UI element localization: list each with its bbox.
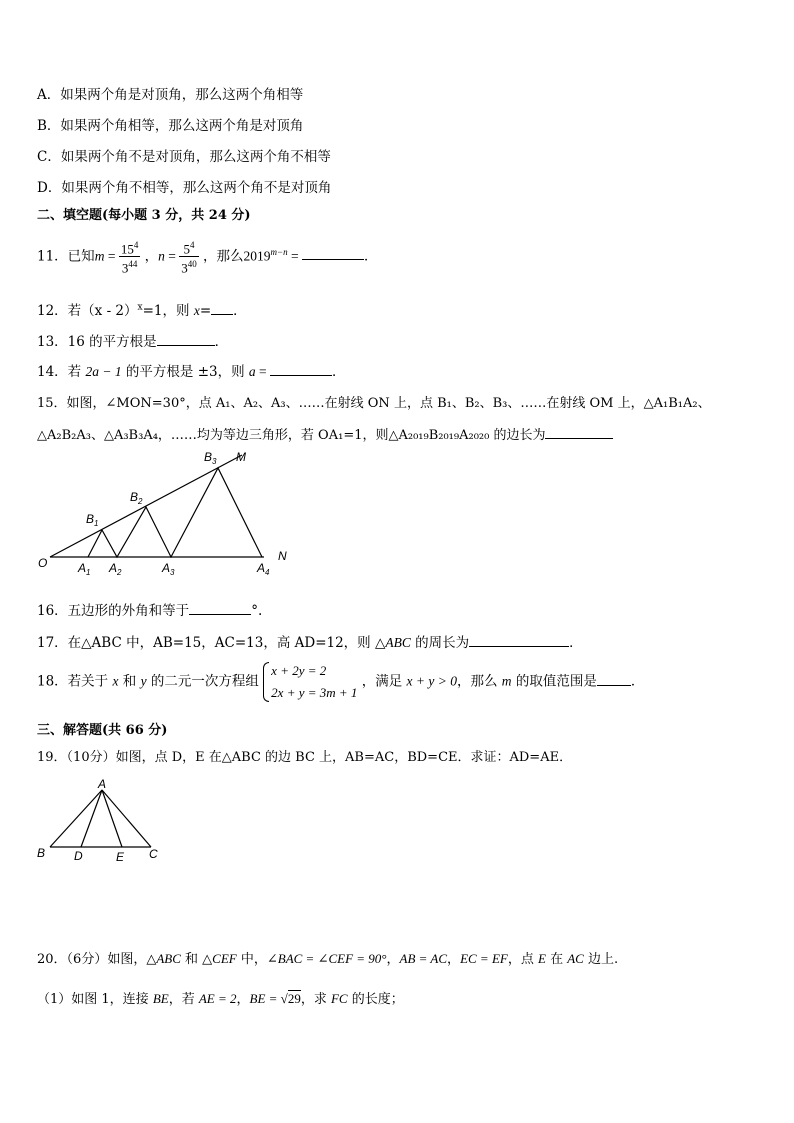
q17-text: 17．在△ABC 中，AB=15，AC=13，高 AD=12，则 xyxy=(37,635,375,651)
q20-sep1: ， xyxy=(386,952,400,967)
label-a2: $A_2$ xyxy=(109,561,122,577)
question-19: 19．（10分）如图，点 D，E 在△ABC 的边 BC 上，AB=AC，BD=CE．求证：AD=AE． xyxy=(37,750,573,765)
answer-blank[interactable] xyxy=(597,673,631,686)
q18-m: m xyxy=(501,673,512,689)
q17-end: ． xyxy=(569,635,583,651)
q18-cond-prefix: ，满足 xyxy=(361,673,407,690)
q14-end: ． xyxy=(332,364,346,380)
q11-n: n xyxy=(158,248,165,264)
q20-tail1: ，点 xyxy=(507,952,538,967)
question-14 xyxy=(37,360,346,380)
q11-exp: m−n xyxy=(270,246,288,257)
q11-m: m xyxy=(94,248,105,264)
option-c: C．如果两个角不是对顶角，那么这两个角不相等 xyxy=(37,149,331,165)
equation-system xyxy=(263,660,357,704)
q11-eq: = xyxy=(104,248,119,264)
segment-ab xyxy=(50,790,102,847)
q18-cond-suffix: ，那么 xyxy=(456,673,502,690)
question-15-line1: 15．如图，∠MON=30°，点 A₁、A₂、A₃、……在射线 ON 上，点 B₁、B₂、B₃、……在射线 OM 上，△A₁B₁A₂、 xyxy=(37,396,711,411)
q11-year: 2019 xyxy=(243,248,271,264)
q18-prefix: 18．若关于 xyxy=(37,673,113,690)
answer-blank[interactable] xyxy=(302,247,364,260)
q14-var: a xyxy=(248,364,256,379)
q20-mid: 中， xyxy=(236,952,267,967)
answer-blank[interactable] xyxy=(211,302,233,315)
q16-end: °. xyxy=(251,603,263,619)
label-n: N xyxy=(278,549,287,563)
label-b: B xyxy=(37,846,46,860)
q20-prefix: 20．（6分）如图， xyxy=(37,952,147,967)
segment-ad xyxy=(81,790,102,847)
section-answers-title: 三、解答题(共 66 分) xyxy=(37,723,168,738)
q11-tail: = xyxy=(287,248,302,264)
q20-1-mid2: ，求 xyxy=(300,992,331,1007)
q18-y: y xyxy=(140,673,147,689)
q20-tail3: 边上. xyxy=(583,952,619,967)
q20-c1: AB = AC xyxy=(399,951,448,966)
q17-mid: 的周长为 xyxy=(410,635,470,651)
q18-end: ． xyxy=(630,673,645,690)
figure-equilateral-triangles xyxy=(30,445,300,580)
label-o: O xyxy=(38,556,48,570)
q18-eq2: 2x + y = 3m + 1 xyxy=(271,685,358,700)
q18-mid: 的二元一次方程组 xyxy=(146,673,259,690)
q20-c2: EC = EF xyxy=(460,951,508,966)
q18-x: x xyxy=(112,673,119,689)
segment-ac xyxy=(102,790,151,847)
label-b1: $B_1$ xyxy=(86,512,99,528)
q20-1-ae: AE = 2 xyxy=(198,991,237,1006)
label-b3: $B_3$ xyxy=(204,450,217,466)
label-a3: $A_3$ xyxy=(162,561,175,577)
label-m: M xyxy=(236,450,246,464)
q20-t1: △ABC xyxy=(146,951,181,966)
label-b2: $B_2$ xyxy=(130,490,143,506)
label-a: A xyxy=(98,777,107,791)
q11-mid: ，那么 xyxy=(203,248,244,265)
q20-1-prefix: （1）如图 1，连接 xyxy=(37,992,153,1007)
q14-expr: 2a − 1 xyxy=(85,364,122,379)
question-20 xyxy=(37,948,618,967)
figure-triangle-abc xyxy=(34,776,169,866)
question-12 xyxy=(37,299,247,319)
q13-end: ． xyxy=(214,334,229,350)
question-17 xyxy=(37,631,583,651)
q12-var: x xyxy=(193,303,200,318)
question-13 xyxy=(37,330,228,350)
q11-frac-n: $\frac{5^4}{3^{40}}$ xyxy=(181,240,197,276)
sqrt-symbol: √ xyxy=(280,991,288,1006)
q20-e: E xyxy=(537,951,546,966)
q18-and: 和 xyxy=(118,673,141,690)
label-e: E xyxy=(116,850,125,864)
question-15-line2 xyxy=(37,424,613,443)
option-d: D．如果两个角不相等，那么这两个角不是对顶角 xyxy=(37,180,332,196)
q14-eq: = xyxy=(255,364,271,379)
answer-blank[interactable] xyxy=(469,634,569,647)
q20-tail2: 在 xyxy=(545,952,568,967)
q12-rest: =1，则 xyxy=(142,303,194,319)
q14-text: 14．若 xyxy=(37,364,86,380)
answer-blank[interactable] xyxy=(270,363,332,376)
question-11: 11．已知m = $\frac{15^4}{3^{44}}$ ，n = $\frac{5^4}{3^{40}}$ ，那么$2019^{m-n}$ = ． xyxy=(37,240,378,276)
q12-text: 12．若（x - 2） xyxy=(37,303,138,319)
triangle-chain xyxy=(88,468,262,557)
q18-eq1: x + 2y = 2 xyxy=(271,663,327,678)
q20-1-be: BE xyxy=(152,991,169,1006)
answer-blank[interactable] xyxy=(189,602,251,615)
q16-text: 16．五边形的外角和等于 xyxy=(37,603,190,619)
option-b: B．如果两个角相等，那么这两个角是对顶角 xyxy=(37,118,304,134)
q20-1-tail: 的长度； xyxy=(347,992,404,1007)
q12-sup: x xyxy=(137,302,143,313)
answer-blank[interactable] xyxy=(545,426,613,439)
q13-text: 13．16 的平方根是 xyxy=(37,334,157,350)
q18-cond: x + y > 0 xyxy=(406,673,457,689)
q20-t2: △CEF xyxy=(202,951,237,966)
q11-prefix: 11．已知 xyxy=(37,248,95,265)
q20-1-sep: ， xyxy=(236,992,250,1007)
q20-angles: ∠BAC = ∠CEF = 90° xyxy=(266,951,387,966)
label-a1: $A_1$ xyxy=(78,561,91,577)
label-c: C xyxy=(149,847,158,861)
q18-tail: 的取值范围是 xyxy=(511,673,597,690)
q20-and: 和 xyxy=(180,952,203,967)
q20-1-sqrt-value: 29 xyxy=(287,991,301,1006)
q11-frac-m: $\frac{15^4}{3^{44}}$ xyxy=(120,240,139,276)
q20-1-fc: FC xyxy=(330,991,348,1006)
q20-1-mid: ，若 xyxy=(168,992,199,1007)
q17-tri: △ABC xyxy=(374,635,411,650)
q12-end: ． xyxy=(233,303,247,319)
q14-mid: 的平方根是 ±3，则 xyxy=(121,364,249,380)
label-d: D xyxy=(74,849,83,863)
q20-1-be-eq: BE = xyxy=(249,991,281,1006)
q20-ac: AC xyxy=(567,951,584,966)
q12-eq: = xyxy=(199,303,212,319)
label-a4: $A_4$ xyxy=(257,561,270,577)
answer-blank[interactable] xyxy=(157,333,215,346)
option-a: A．如果两个角是对顶角，那么这两个角相等 xyxy=(37,87,304,103)
question-16 xyxy=(37,599,262,619)
q15-line2-text: △A₂B₂A₃、△A₃B₃A₄，……均为等边三角形，若 OA₁=1，则△A₂₀₁₉B₂₀₁₉A₂₀₂₀ 的边长为 xyxy=(37,428,546,443)
section-fill-in-title: 二、填空题(每小题 3 分，共 24 分) xyxy=(37,208,251,223)
q20-sep2: ， xyxy=(447,952,461,967)
question-20-part-1 xyxy=(37,988,404,1007)
question-18 xyxy=(37,660,644,704)
segment-ae xyxy=(102,790,122,847)
